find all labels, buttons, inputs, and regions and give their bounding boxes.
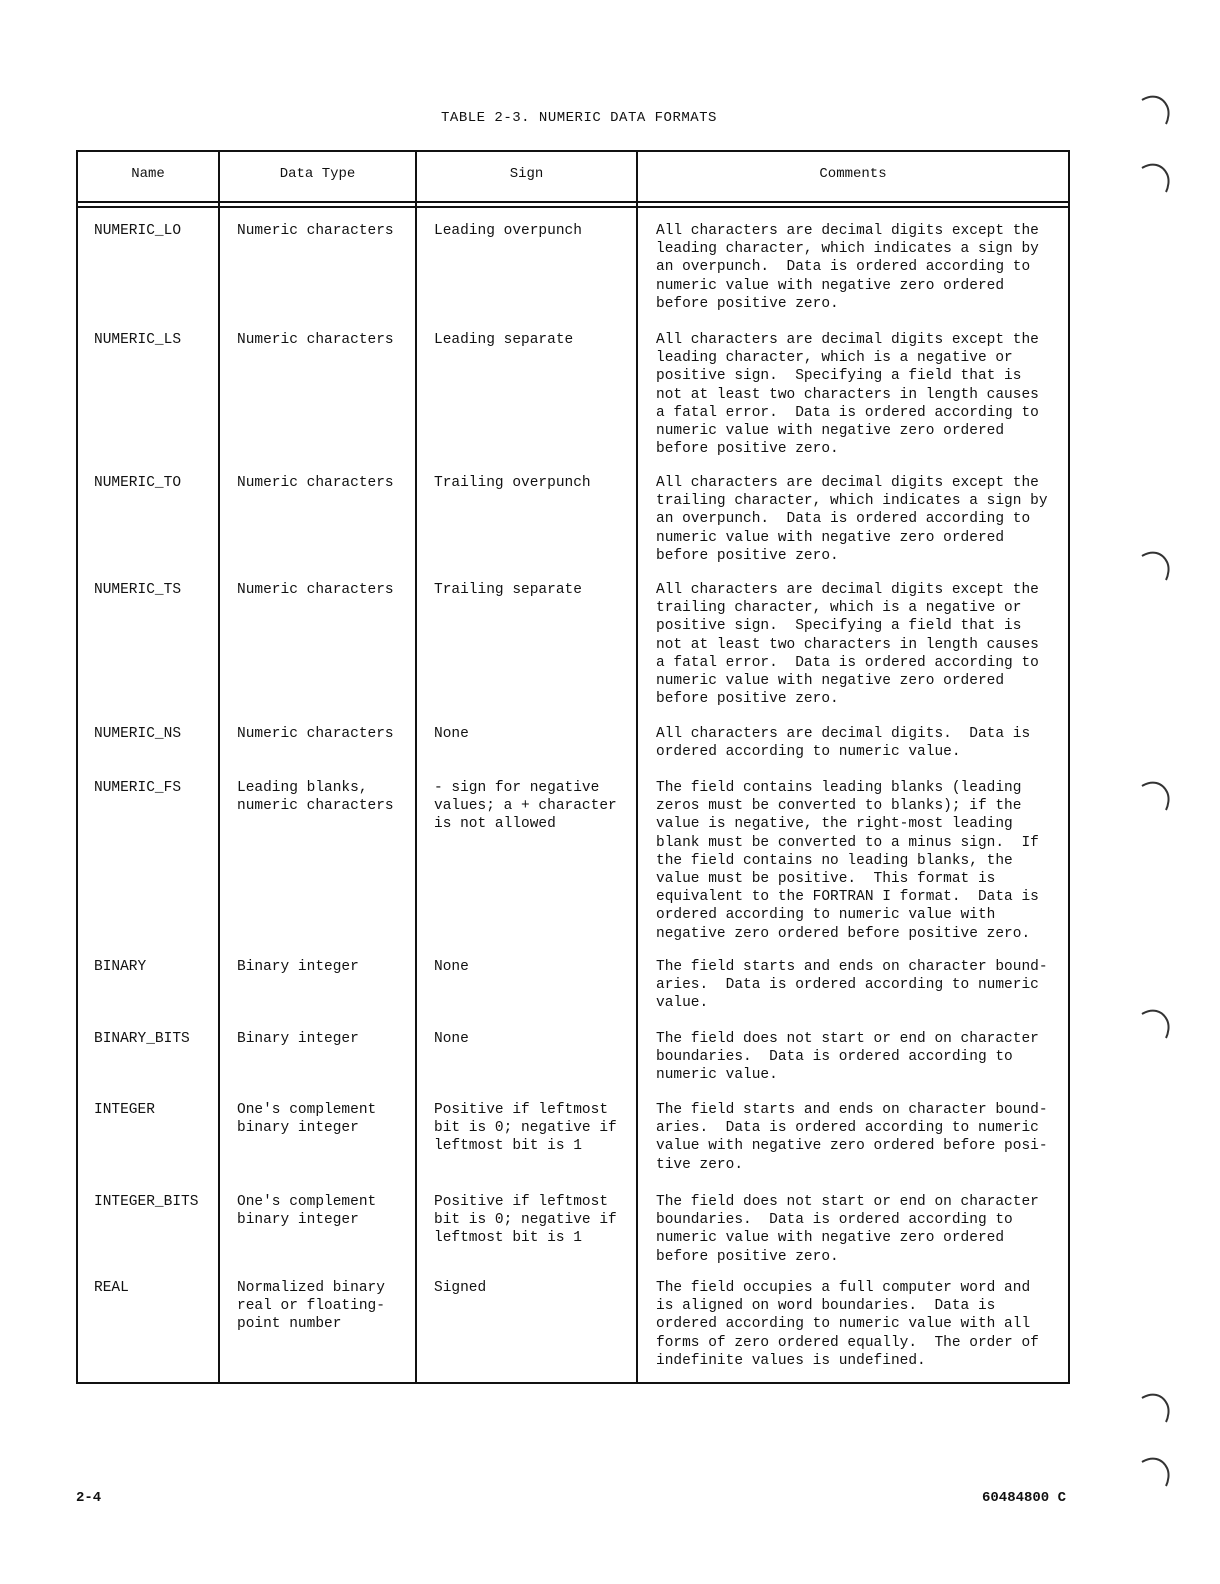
row-sign: Positive if leftmost bit is 0; negative if leftmost bit is 1 <box>434 1194 617 1247</box>
header-comments: Comments <box>819 166 887 182</box>
row-sign: Trailing overpunch <box>434 475 591 491</box>
binder-mark <box>1140 1390 1170 1424</box>
row-comments: The field starts and ends on character bound- aries. Data is ordered according to numeric value. <box>656 959 1048 1012</box>
row-comments: The field does not start or end on character boundaries. Data is ordered according to numeric value with negative zero ordered before positive zero. <box>656 1194 1039 1265</box>
row-data-type: Numeric characters <box>237 582 394 598</box>
binder-mark <box>1140 160 1170 194</box>
row-data-type: Leading blanks, numeric characters <box>237 780 394 815</box>
row-comments: All characters are decimal digits except the leading character, which is a negative or positive sign. Specifying a field that is not at least two characters in length causes a fatal error. Data is ordered according to numeric value with negative zero ordered before positive zero. <box>656 332 1039 458</box>
row-data-type: Binary integer <box>237 959 359 975</box>
row-sign: Positive if leftmost bit is 0; negative if leftmost bit is 1 <box>434 1102 617 1155</box>
row-data-type: Numeric characters <box>237 223 394 239</box>
row-name: INTEGER <box>94 1102 155 1118</box>
header-sign: Sign <box>509 166 544 182</box>
row-name: BINARY <box>94 959 147 975</box>
row-comments: The field does not start or end on character boundaries. Data is ordered according to numeric value. <box>656 1031 1039 1084</box>
row-sign: None <box>434 959 469 975</box>
row-comments: The field occupies a full computer word and is aligned on word boundaries. Data is ordered according to numeric value with all forms of zero ordered equally. The order of indefinite values is undefined. <box>656 1280 1039 1369</box>
row-comments: The field contains leading blanks (leading zeros must be converted to blanks); if the value is negative, the right-most leading blank must be converted to a minus sign. If the field contains no leading blanks, the value must be positive. This format is equivalent to the FORTRAN I format. Data is ordered according to numeric value with negative zero ordered before positive zero. <box>656 780 1039 942</box>
numeric-data-formats-table <box>76 150 1070 1384</box>
binder-mark <box>1140 778 1170 812</box>
row-name: NUMERIC_TO <box>94 475 182 491</box>
header-name: Name <box>131 166 165 182</box>
row-name: NUMERIC_TS <box>94 582 182 598</box>
column-divider <box>415 152 417 1382</box>
row-sign: None <box>434 726 469 742</box>
binder-mark <box>1140 1006 1170 1040</box>
row-comments: All characters are decimal digits. Data is ordered according to numeric value. <box>656 726 1031 761</box>
row-sign: None <box>434 1031 469 1047</box>
row-comments: All characters are decimal digits except the trailing character, which is a negative or positive sign. Specifying a field that is not at least two characters in length causes a fatal error. Data is ordered according to numeric value with negative zero ordered before positive zero. <box>656 582 1039 708</box>
binder-mark <box>1140 92 1170 126</box>
page-number: 2-4 <box>76 1490 102 1506</box>
row-name: REAL <box>94 1280 129 1296</box>
row-comments: The field starts and ends on character bound- aries. Data is ordered according to numeric value with negative zero ordered before posi- tive zero. <box>656 1102 1048 1173</box>
row-name: BINARY_BITS <box>94 1031 190 1047</box>
document-number: 60484800 C <box>982 1490 1067 1506</box>
row-data-type: Binary integer <box>237 1031 359 1047</box>
row-sign: - sign for negative values; a + character is not allowed <box>434 780 617 833</box>
header-data-type: Data Type <box>279 166 356 182</box>
header-rule <box>78 206 1068 208</box>
row-name: INTEGER_BITS <box>94 1194 199 1210</box>
row-data-type: Numeric characters <box>237 726 394 742</box>
row-sign: Signed <box>434 1280 487 1296</box>
table-title: TABLE 2-3. NUMERIC DATA FORMATS <box>441 110 717 126</box>
row-name: NUMERIC_LS <box>94 332 182 348</box>
row-name: NUMERIC_FS <box>94 780 182 796</box>
row-comments: All characters are decimal digits except the leading character, which indicates a sign by an overpunch. Data is ordered according to numeric value with negative zero ordered before positive zero. <box>656 223 1039 312</box>
row-data-type: One's complement binary integer <box>237 1194 377 1229</box>
row-sign: Leading overpunch <box>434 223 582 239</box>
row-name: NUMERIC_LO <box>94 223 182 239</box>
header-rule <box>78 201 1068 203</box>
row-data-type: Normalized binary real or floating- point number <box>237 1280 385 1333</box>
row-data-type: One's complement binary integer <box>237 1102 377 1137</box>
row-comments: All characters are decimal digits except the trailing character, which indicates a sign by an overpunch. Data is ordered according to numeric value with negative zero ordered before positive zero. <box>656 475 1048 564</box>
row-sign: Leading separate <box>434 332 574 348</box>
row-data-type: Numeric characters <box>237 475 394 491</box>
binder-mark <box>1140 1454 1170 1488</box>
binder-mark <box>1140 548 1170 582</box>
column-divider <box>636 152 638 1382</box>
row-name: NUMERIC_NS <box>94 726 182 742</box>
row-sign: Trailing separate <box>434 582 582 598</box>
column-divider <box>218 152 220 1382</box>
row-data-type: Numeric characters <box>237 332 394 348</box>
